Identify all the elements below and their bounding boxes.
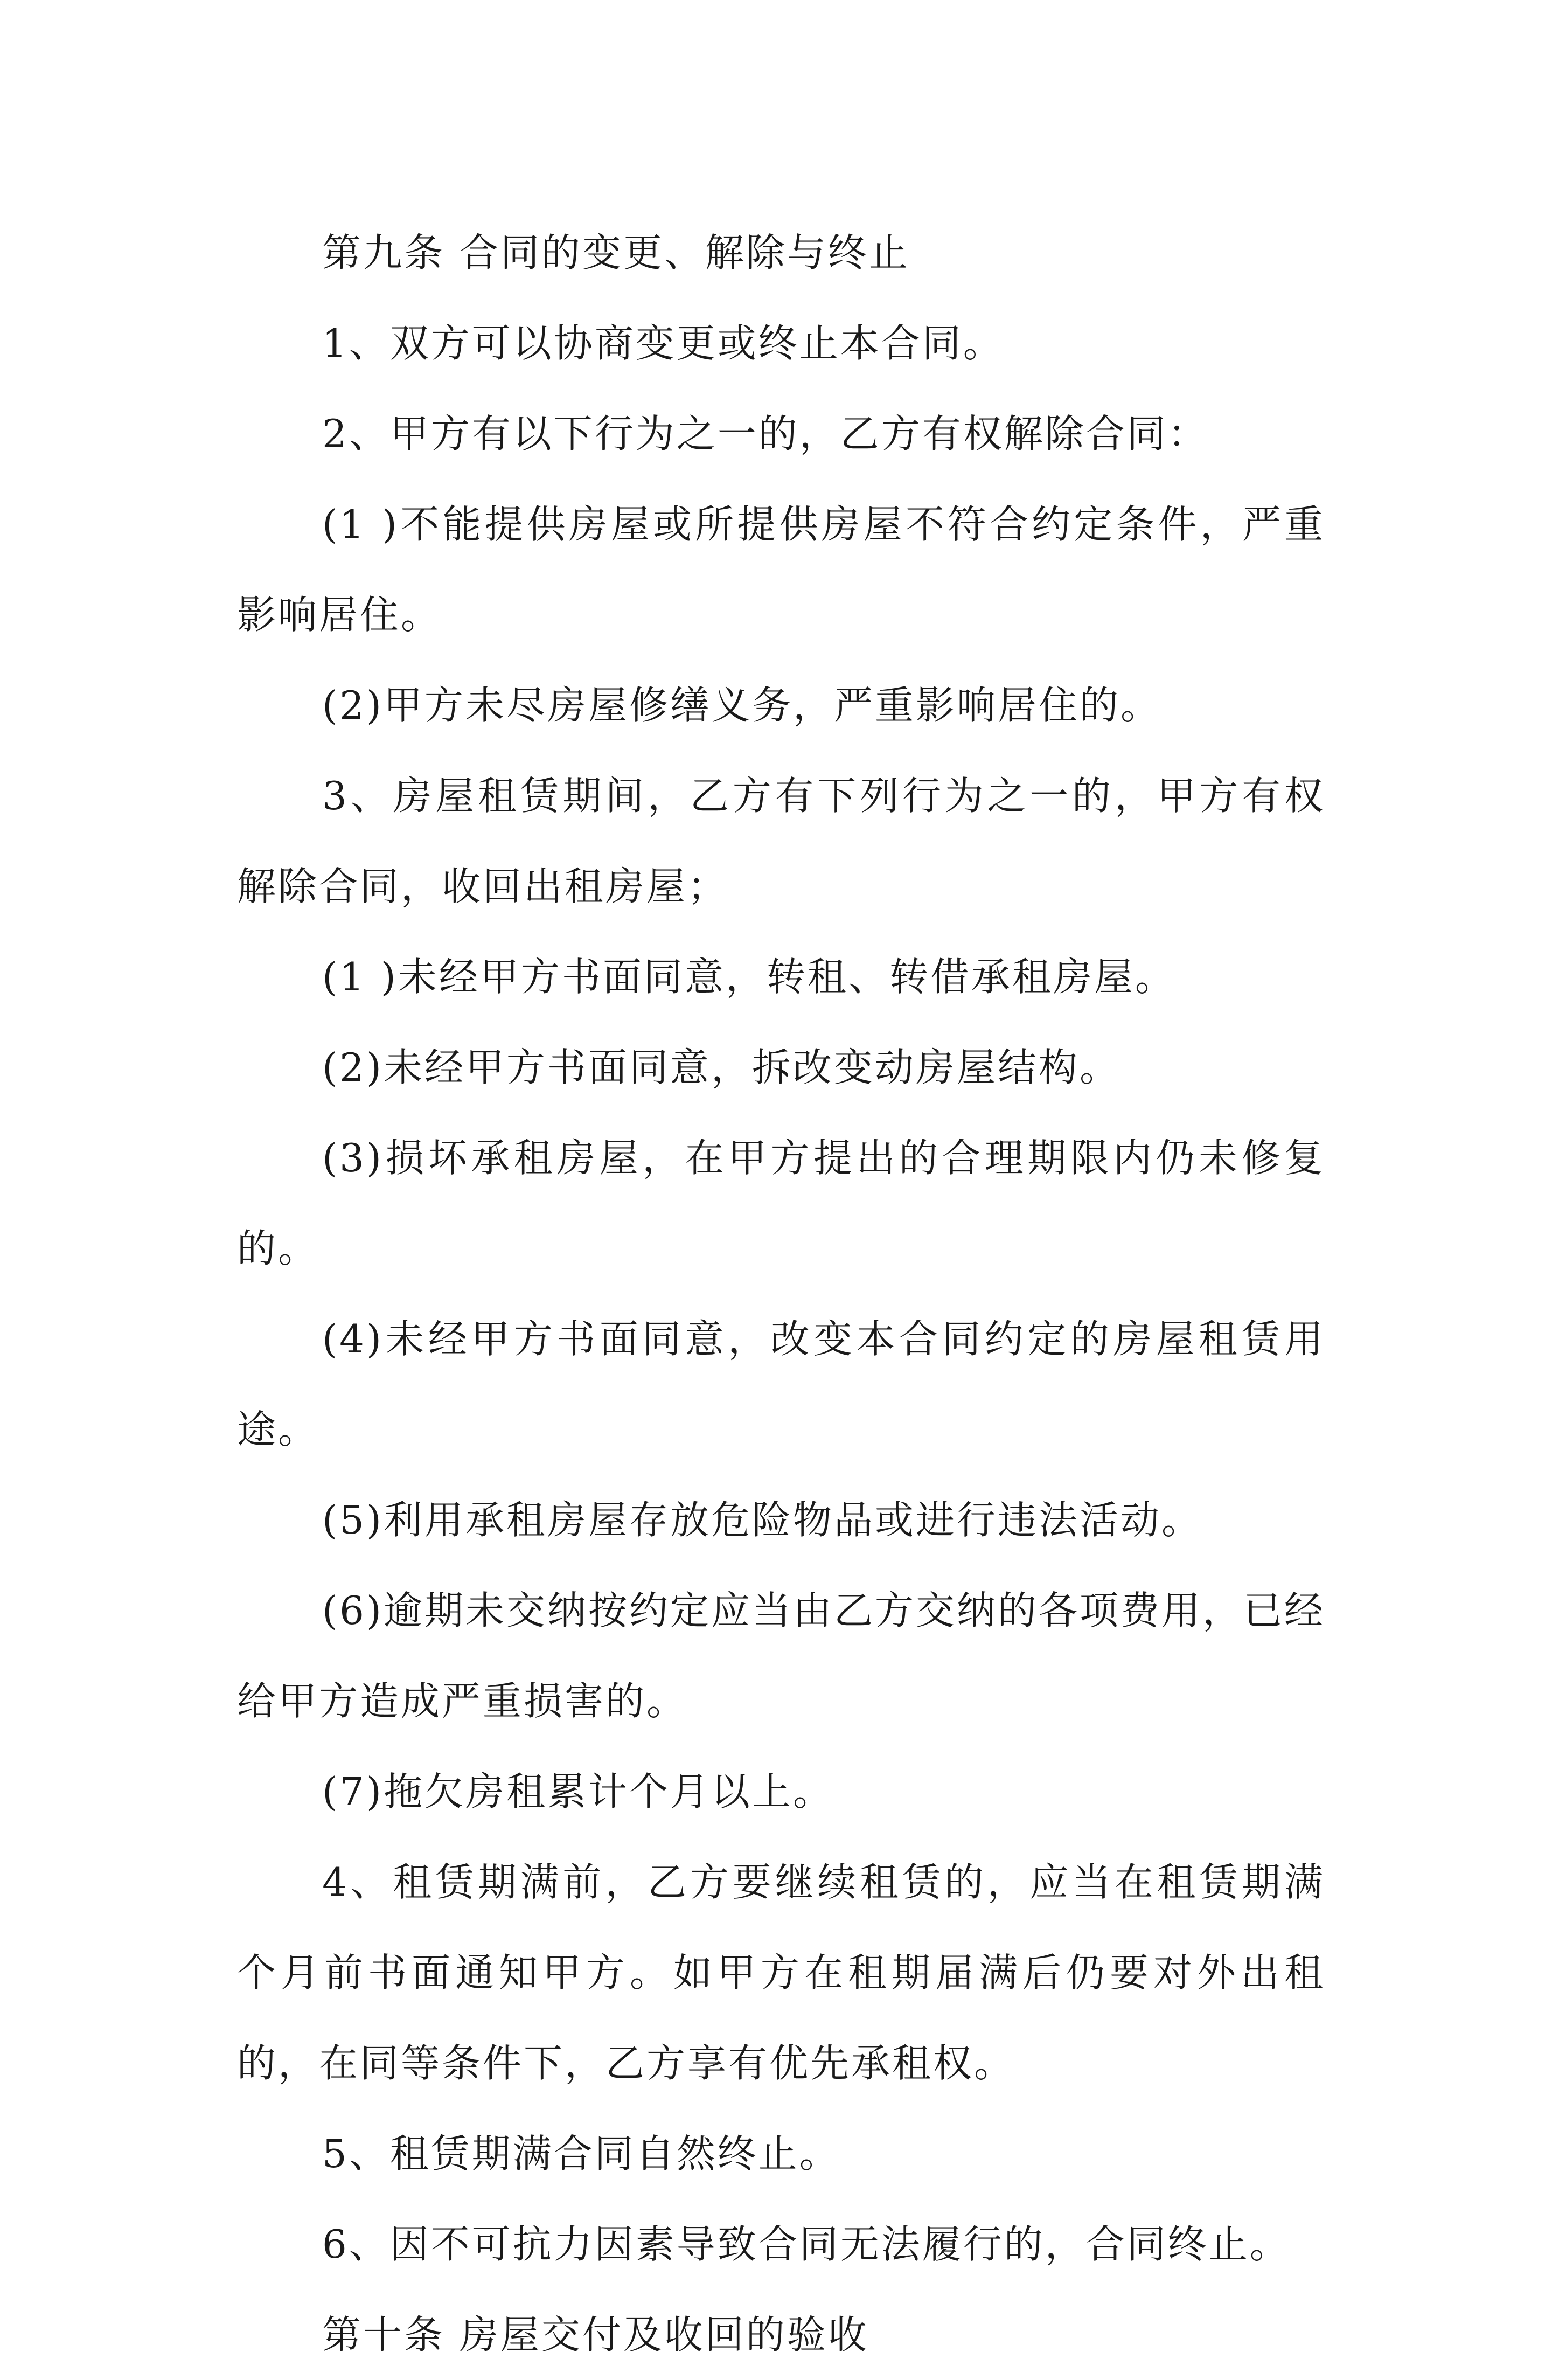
clause-3-item-3: (3)损坏承租房屋，在甲方提出的合理期限内仍未修复的。 [237,1135,1325,1271]
clause-5: 5、租赁期满合同自然终止。 [322,2131,840,2176]
clause-2-item-1: (1 )不能提供房屋或所提供房屋不符合约定条件，严重影响居住。 [237,502,1325,637]
clause-3-item-2: (2)未经甲方书面同意，拆改变动房屋结构。 [322,1045,1120,1090]
article-9-heading: 第九条 合同的变更、解除与终止 [322,230,910,275]
clause-3-item-5: (5)利用承租房屋存放危险物品或进行违法活动。 [322,1497,1202,1543]
clause-4: 4、租赁期满前，乙方要继续租赁的，应当在租赁期满个月前书面通知甲方。如甲方在租期届满后仍要对外出租的，在同等条件下，乙方享有优先承租权。 [237,1859,1325,2086]
article-10-heading: 第十条 房屋交付及收回的验收 [322,2312,869,2357]
clause-2: 2、甲方有以下行为之一的，乙方有权解除合同： [322,411,1209,456]
clause-3-item-1: (1 )未经甲方书面同意，转租、转借承租房屋。 [322,954,1176,1000]
clause-3-item-4: (4)未经甲方书面同意，改变本合同约定的房屋租赁用途。 [237,1316,1325,1452]
clause-3-item-7: (7)拖欠房租累计个月以上。 [322,1769,834,1814]
contract-text [237,207,1325,2380]
clause-3: 3、房屋租赁期间，乙方有下列行为之一的，甲方有权解除合同，收回出租房屋； [237,773,1325,909]
clause-2-item-2: (2)甲方未尽房屋修缮义务，严重影响居住的。 [322,683,1161,728]
clause-3-item-6: (6)逾期未交纳按约定应当由乙方交纳的各项费用，已经给甲方造成严重损害的。 [237,1588,1325,1724]
clause-6: 6、因不可抗力因素导致合同无法履行的，合同终止。 [322,2222,1291,2267]
clause-1: 1、双方可以协商变更或终止本合同。 [322,321,1004,366]
